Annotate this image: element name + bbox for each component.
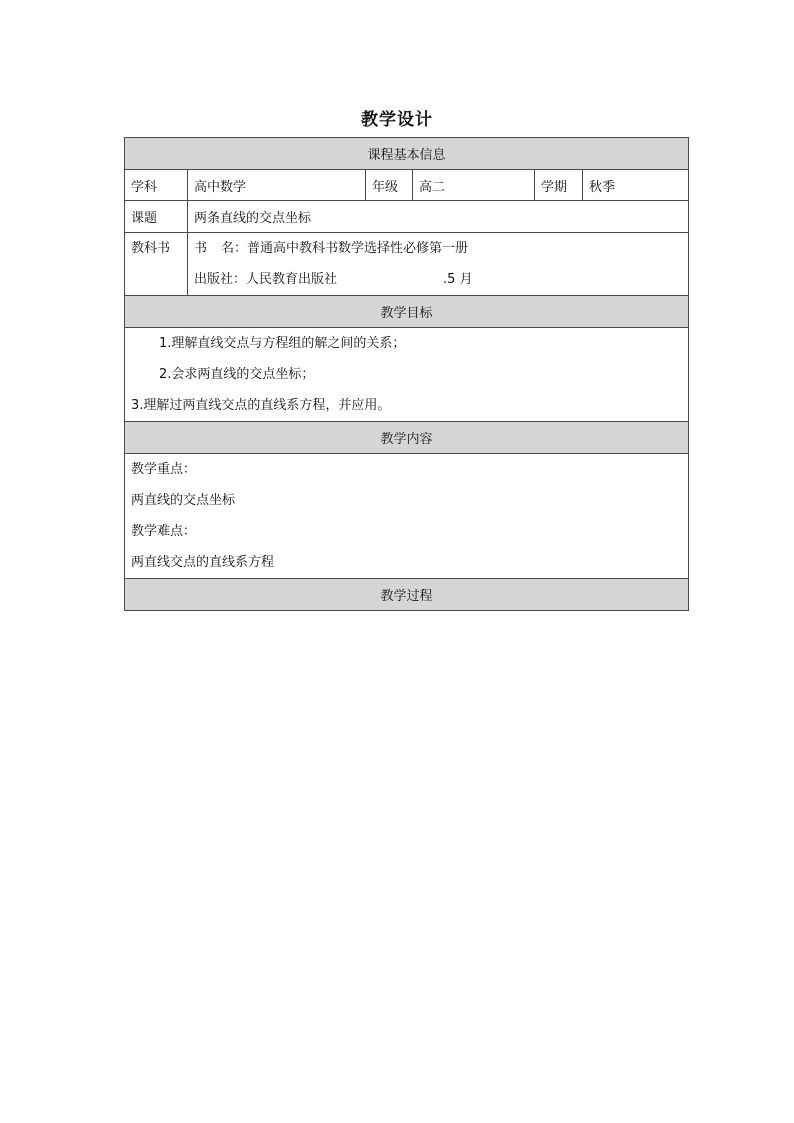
book-name-line (194, 233, 682, 264)
lesson-plan-table (124, 137, 689, 611)
objective-item: 1.理解直线交点与方程组的解之间的关系； (159, 336, 406, 351)
page-title: 教学设计 (361, 110, 433, 130)
publisher-value: 人民教育出版社 (246, 272, 338, 287)
book-name-label-2: 名： (221, 241, 248, 256)
textbook-info (188, 233, 689, 296)
book-name-label: 书 (194, 241, 208, 256)
content-cell (125, 454, 689, 579)
grade-value: 高二 (413, 170, 535, 201)
section-header-basic-info: 课程基本信息 (125, 138, 689, 170)
subject-label: 学科 (125, 170, 188, 201)
section-header-process: 教学过程 (125, 579, 689, 611)
section-header-content: 教学内容 (125, 422, 689, 454)
difficulty-label: 教学难点： (131, 524, 197, 539)
textbook-label-cell (125, 233, 188, 296)
publish-date: .5 月 (443, 272, 473, 287)
subject-value: 高中数学 (188, 170, 366, 201)
topic-value: 两条直线的交点坐标 (188, 201, 689, 233)
key-point-value: 两直线的交点坐标 (131, 493, 236, 508)
term-value: 秋季 (583, 170, 689, 201)
key-point-label: 教学重点： (131, 462, 197, 477)
difficulty-value: 两直线交点的直线系方程 (131, 555, 275, 570)
objective-item: 2.会求两直线的交点坐标； (159, 367, 315, 382)
publisher-label: 出版社： (194, 272, 247, 287)
section-header-objectives: 教学目标 (125, 296, 689, 328)
publisher-line (194, 264, 682, 295)
book-name-value: 普通高中教科书数学选择性必修第一册 (247, 241, 469, 256)
term-label: 学期 (535, 170, 583, 201)
topic-label: 课题 (125, 201, 188, 233)
objective-item: 3.理解过两直线交点的直线系方程，并应用。 (131, 398, 391, 413)
objectives-cell (125, 328, 689, 422)
textbook-label: 教科书 (131, 241, 171, 256)
grade-label: 年级 (366, 170, 413, 201)
